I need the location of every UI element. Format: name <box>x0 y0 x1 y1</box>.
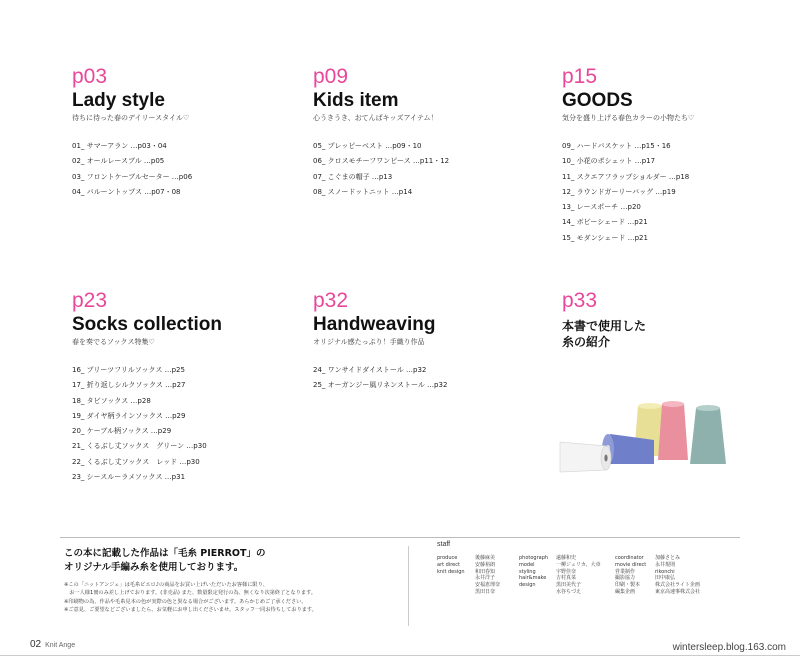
credit-role: 印刷・製本 <box>615 582 641 589</box>
credit-name: 永井規則 <box>655 561 676 568</box>
credit-name: 和田春知 <box>475 568 496 575</box>
divider <box>408 546 409 626</box>
yarn-notice-heading <box>64 547 265 575</box>
list-item: 01_ サマーアラン …p03・04 <box>72 142 167 150</box>
credit-role: hair&make <box>519 575 547 582</box>
credit-role: 撮影協力 <box>615 575 636 582</box>
credit-role: knit design <box>437 568 465 575</box>
spool-white <box>560 442 611 472</box>
page-number: 02 <box>30 639 42 650</box>
credit-role: coordinator <box>615 555 644 561</box>
credit-name: 安福恵理奈 <box>475 582 501 589</box>
credit-name: 永井洋子 <box>475 575 496 582</box>
section-lady-style <box>72 66 192 200</box>
note-line: ※この「ニットアンジェ」は毛糸ピエロ♪の商品をお買い上げいただいたお客様に限り、 <box>64 582 268 588</box>
list-item: 14_ ボビーシェード …p21 <box>562 218 648 227</box>
credit-roles-col3 <box>615 555 646 596</box>
credit-roles-col1 <box>437 555 465 575</box>
list-item: 08_ スノードットニット …p14 <box>313 187 413 196</box>
credit-name: 田中康弘 <box>655 575 676 582</box>
credit-name: 株式会社ライト企画 <box>655 582 700 589</box>
section-page-number: p23 <box>72 289 108 312</box>
credit-role: art direct <box>437 561 460 568</box>
section-title: Kids item <box>313 90 399 111</box>
credit-role: design <box>519 582 536 589</box>
credit-name: 遠藤和史 <box>556 555 577 561</box>
heading-line: オリジナル手編み糸を使用しております。 <box>64 562 244 573</box>
list-item: 07_ こぐまの帽子 …p13 <box>313 172 393 181</box>
credit-name: 後藤麻美 <box>475 555 496 561</box>
credit-name: 一柳ジュリカ、大章 <box>556 561 601 568</box>
credit-name: 黒田美代子 <box>556 582 582 589</box>
spool-green <box>690 405 726 464</box>
divider <box>60 537 740 538</box>
spool-pink <box>658 401 688 460</box>
notes-block <box>64 581 394 614</box>
list-item: 10_ 小花のポシェット …p17 <box>562 157 656 166</box>
credit-names-col1 <box>475 555 500 596</box>
magazine-title: Knit Ange <box>45 642 76 649</box>
list-item: 13_ レースポーチ …p20 <box>562 203 641 212</box>
credit-name: 水谷ちづえ <box>556 588 581 595</box>
footer-rule <box>0 655 800 656</box>
note-line: ※印刷物の為、作品や毛糸見本の色が実際の色と異なる場合がございます。あらかじめご了承ください。 <box>64 598 307 605</box>
section-page-number: p33 <box>562 289 598 312</box>
list-item: 02_ オールレースブル …p05 <box>72 157 165 166</box>
list-item: 18_ タビソックス …p28 <box>72 396 151 405</box>
list-item: 20_ ケーブル柄ソックス …p29 <box>72 427 172 436</box>
credit-names-col3 <box>655 555 700 596</box>
list-item: 12_ ラウンドガーリーバッグ …p19 <box>562 187 676 196</box>
watermark: wintersleep.blog.163.com <box>672 642 786 653</box>
staff-label: staff <box>437 541 451 548</box>
spools-svg <box>550 396 745 476</box>
credit-role: photograph <box>519 555 549 561</box>
list-item: 17_ 折り返しシルクソックス …p27 <box>72 381 186 390</box>
section-page-number: p09 <box>313 65 349 88</box>
note-line: ※ご意見、ご要望などございましたら、お気軽にお申し出くださいませ。スタッフ一同お待ちしております。 <box>64 606 317 613</box>
section-title: Handweaving <box>313 314 436 335</box>
list-item: 06_ クロスモチーフワンピース …p11・12 <box>313 157 450 166</box>
credit-name: 加藤さとみ <box>655 555 681 561</box>
credit-role: styling <box>519 568 536 575</box>
credit-role: produce <box>437 555 458 561</box>
list-item: 05_ プレッピーベスト …p09・10 <box>313 142 422 150</box>
section-subtitle: 春を奏でるソックス特集♡ <box>72 338 155 346</box>
list-item: 24_ ワンサイドダイストール …p32 <box>313 366 427 374</box>
section-title: GOODS <box>562 90 633 111</box>
section-page-number: p15 <box>562 65 598 88</box>
section-yarn-intro <box>562 290 646 350</box>
section-subtitle: オリジナル感たっぷり！手織り作品 <box>313 338 425 346</box>
list-item: 22_ くるぶし丈ソックス レッド …p30 <box>72 457 200 466</box>
list-item: 15_ モダンシェード …p21 <box>562 233 648 242</box>
list-item: 19_ ダイヤ柄ラインソックス …p29 <box>72 411 186 420</box>
section-page-number: p32 <box>313 289 349 312</box>
credit-name: rikonchi <box>655 568 675 575</box>
section-socks-collection <box>72 290 222 485</box>
section-subtitle: 心うきうき、おてんばキッズアイテム！ <box>313 114 438 122</box>
heading-line: この本に記載した作品は「毛糸 PIERROT」の <box>64 548 266 559</box>
credit-role: model <box>519 561 535 568</box>
list-item: 11_ スクエアフラップショルダー …p18 <box>562 172 690 181</box>
credit-names-col2 <box>556 555 601 596</box>
credit-role: movie direct <box>615 561 647 568</box>
credit-role: 編集企画 <box>615 588 636 595</box>
section-title: Lady style <box>72 90 165 111</box>
section-title: Socks collection <box>72 314 222 335</box>
credit-roles-col2 <box>519 555 548 589</box>
credit-name: 安藤裕朗 <box>475 561 496 568</box>
credit-role: 営業制作 <box>615 568 636 575</box>
thread-spools-image <box>550 396 745 476</box>
credit-name: 黒田日奈 <box>475 588 496 595</box>
section-subtitle: 気分を盛り上げる春色カラーの小物たち♡ <box>562 114 695 122</box>
section-title: 本書で使用した 糸の紹介 <box>562 319 647 349</box>
list-item: 25_ オーガンジー風リネンストール …p32 <box>313 381 448 390</box>
credit-name: 宇野佳奈 <box>556 568 577 575</box>
credit-name: 東京高速事株式会社 <box>655 588 701 595</box>
note-line: お一人様1冊のみ差し上げております。(非売品) また、数量限定発行の為、無くなり次第終了となります。 <box>64 590 316 597</box>
list-item: 23_ シースルーラメソックス …p31 <box>72 473 186 482</box>
section-subtitle: 待ちに待った春のデイリースタイル♡ <box>72 114 190 122</box>
section-goods <box>562 66 694 246</box>
list-item: 09_ ハードバスケット …p15・16 <box>562 142 671 150</box>
credit-name: 吉村真菜 <box>556 575 577 582</box>
list-item: 03_ フロントケーブルセーター …p06 <box>72 172 193 181</box>
page-footer <box>30 639 75 650</box>
section-handweaving <box>313 290 447 394</box>
list-item: 04_ バルーントップス …p07・08 <box>72 187 181 196</box>
section-kids-item <box>313 66 449 200</box>
list-item: 21_ くるぶし丈ソックス グリーン …p30 <box>72 442 207 451</box>
list-item: 16_ プリーツフリルソックス …p25 <box>72 366 185 374</box>
section-page-number: p03 <box>72 65 108 88</box>
